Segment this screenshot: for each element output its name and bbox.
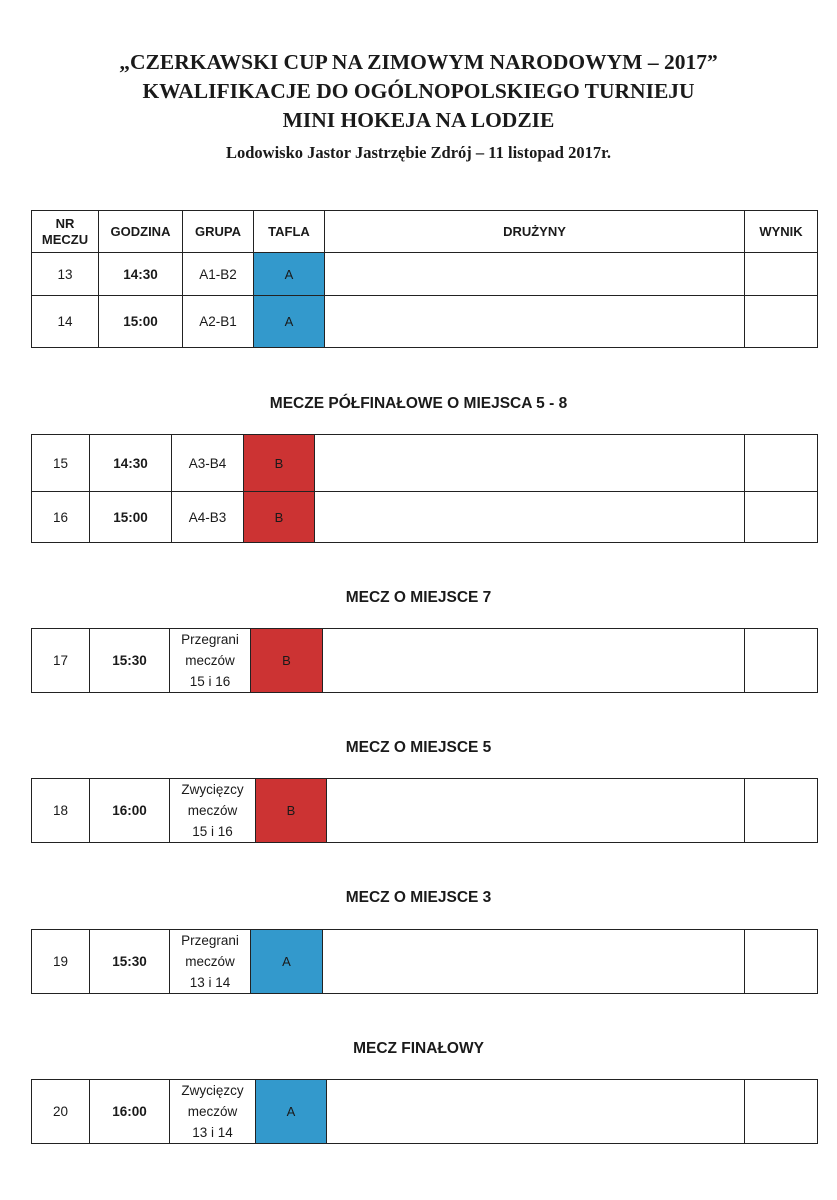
match-group: A1-B2 <box>183 253 254 296</box>
teams-cell[interactable] <box>315 492 745 543</box>
group-line: 13 i 14 <box>192 1125 233 1140</box>
col-header-rink: TAFLA <box>254 211 325 253</box>
schedule-table-final <box>31 1079 818 1144</box>
match-group <box>170 779 256 843</box>
match-number: 13 <box>32 253 99 296</box>
teams-cell[interactable] <box>325 296 745 348</box>
title-line-2: KWALIFIKACJE DO OGÓLNOPOLSKIEGO TURNIEJU <box>142 79 695 103</box>
match-time: 15:30 <box>90 930 170 994</box>
table-row <box>32 1080 818 1144</box>
venue-date: Lodowisko Jastor Jastrzębie Zdrój – 11 listopad 2017r. <box>225 143 612 162</box>
group-line: meczów <box>187 1104 238 1119</box>
group-line: 13 i 14 <box>189 975 231 990</box>
section-title-7th-place: MECZ O MIEJSCE 7 <box>345 589 492 606</box>
match-group <box>170 629 251 693</box>
result-cell[interactable] <box>745 930 818 994</box>
teams-cell[interactable] <box>323 629 745 693</box>
result-cell[interactable] <box>745 435 818 492</box>
schedule-table-7th-place <box>31 628 818 693</box>
rink-cell: A <box>256 1080 327 1144</box>
col-header-result: WYNIK <box>745 211 818 253</box>
match-number: 14 <box>32 296 99 348</box>
match-number: 15 <box>32 435 90 492</box>
match-time: 16:00 <box>90 1080 170 1144</box>
group-line: Zwycięzcy <box>181 1083 244 1098</box>
col-header-nr-line2: MECZU <box>41 231 89 247</box>
col-header-group: GRUPA <box>183 211 254 253</box>
section-title-3rd-place: MECZ O MIEJSCE 3 <box>345 889 492 906</box>
schedule-table-5th-place <box>31 778 818 843</box>
group-line: 15 i 16 <box>189 674 231 689</box>
title-line-3: MINI HOKEJA NA LODZIE <box>282 108 555 132</box>
group-line: Zwycięzcy <box>181 782 244 797</box>
rink-cell: B <box>244 435 315 492</box>
group-line: meczów <box>187 803 238 818</box>
teams-cell[interactable] <box>315 435 745 492</box>
section-title-final: MECZ FINAŁOWY <box>353 1040 484 1057</box>
result-cell[interactable] <box>745 492 818 543</box>
schedule-table-group <box>31 210 818 348</box>
group-line: meczów <box>185 653 235 668</box>
match-group: A4-B3 <box>172 492 244 543</box>
group-line: Przegrani <box>181 933 239 948</box>
rink-cell: B <box>251 629 323 693</box>
teams-cell[interactable] <box>327 779 745 843</box>
table-header-row <box>32 211 818 253</box>
rink-cell: B <box>244 492 315 543</box>
match-time: 15:00 <box>90 492 172 543</box>
match-number: 16 <box>32 492 90 543</box>
match-time: 14:30 <box>90 435 172 492</box>
rink-cell: A <box>254 253 325 296</box>
match-group: A2-B1 <box>183 296 254 348</box>
group-line: Przegrani <box>181 632 239 647</box>
group-line: meczów <box>185 954 235 969</box>
title-line-1: „CZERKAWSKI CUP NA ZIMOWYM NARODOWYM – 2017” <box>119 50 718 74</box>
table-row <box>32 779 818 843</box>
group-line: 15 i 16 <box>192 824 233 839</box>
section-title-5th-place: MECZ O MIEJSCE 5 <box>345 739 492 756</box>
col-header-time: GODZINA <box>99 211 183 253</box>
match-time: 14:30 <box>99 253 183 296</box>
match-group: A3-B4 <box>172 435 244 492</box>
col-header-nr-line1: NR <box>55 215 75 231</box>
rink-cell: B <box>256 779 327 843</box>
match-number: 18 <box>32 779 90 843</box>
match-group <box>170 1080 256 1144</box>
result-cell[interactable] <box>745 779 818 843</box>
schedule-table-3rd-place <box>31 929 818 994</box>
result-cell[interactable] <box>745 253 818 296</box>
section-title-semifinals: MECZE PÓŁFINAŁOWE O MIEJSCA 5 - 8 <box>269 395 568 412</box>
result-cell[interactable] <box>745 1080 818 1144</box>
schedule-table-semifinals <box>31 434 818 543</box>
result-cell[interactable] <box>745 629 818 693</box>
teams-cell[interactable] <box>325 253 745 296</box>
match-group <box>170 930 251 994</box>
table-row <box>32 492 818 543</box>
match-number: 17 <box>32 629 90 693</box>
teams-cell[interactable] <box>323 930 745 994</box>
match-time: 15:30 <box>90 629 170 693</box>
match-time: 15:00 <box>99 296 183 348</box>
table-row <box>32 629 818 693</box>
table-row <box>32 435 818 492</box>
teams-cell[interactable] <box>327 1080 745 1144</box>
result-cell[interactable] <box>745 296 818 348</box>
match-number: 20 <box>32 1080 90 1144</box>
rink-cell: A <box>251 930 323 994</box>
match-number: 19 <box>32 930 90 994</box>
table-row <box>32 253 818 296</box>
table-row <box>32 930 818 994</box>
rink-cell: A <box>254 296 325 348</box>
table-row <box>32 296 818 348</box>
match-time: 16:00 <box>90 779 170 843</box>
col-header-nr <box>32 211 99 253</box>
col-header-teams: DRUŻYNY <box>325 211 745 253</box>
